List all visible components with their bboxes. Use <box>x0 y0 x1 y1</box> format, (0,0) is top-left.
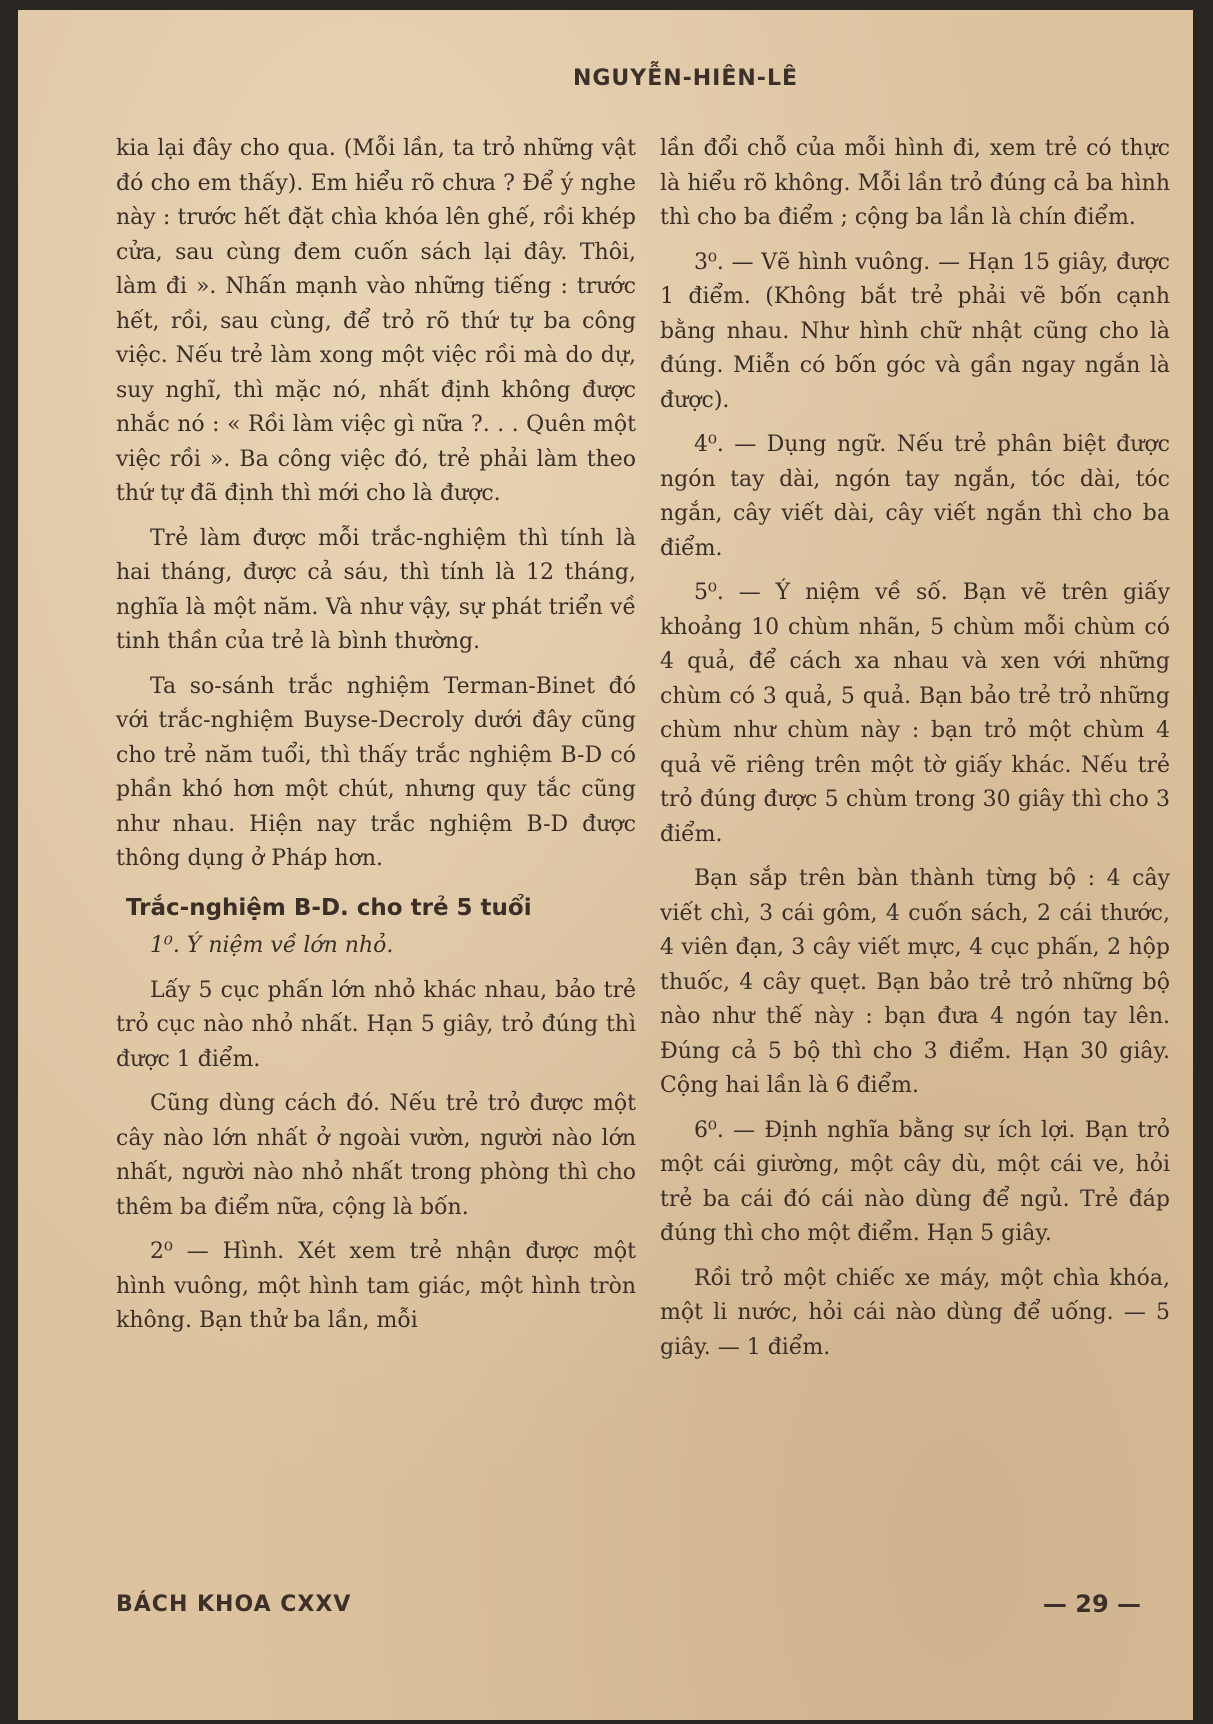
left-column <box>116 132 636 1349</box>
subsection-title: 1⁰. Ý niệm về lớn nhỏ. <box>150 933 394 958</box>
paragraph: Cũng dùng cách đó. Nếu trẻ trỏ được một cây nào lớn nhất ở ngoài vườn, người nào lớn nhất, người nào nhỏ nhất trong phòng thì cho thêm ba điểm nữa, cộng là bốn. <box>116 1091 636 1220</box>
journal-footer: BÁCH KHOA CXXV <box>116 1592 352 1617</box>
paragraph: kia lại đây cho qua. (Mỗi lần, ta trỏ những vật đó cho em thấy). Em hiểu rõ chưa ? Để ý nghe này : trước hết đặt chìa khóa lên ghế, rồi khép cửa, sau cùng đem cuốn sách lại đây. Thôi, làm đi ». Nhấn mạnh vào những tiếng : trước hết, rồi, sau cùng, để trỏ rõ thứ tự ba công việc. Nếu trẻ làm xong một việc rồi mà do dự, suy nghĩ, thì mặc nó, nhất định không được nhắc nó : « Rồi làm việc gì nữa ?. . . Quên một việc rồi ». Ba công việc đó, trẻ phải làm theo thứ tự đã định thì mới cho là được. <box>116 136 636 506</box>
paragraph: 6⁰. — Định nghĩa bằng sự ích lợi. Bạn trỏ một cái giường, một cây dù, một cái ve, hỏi trẻ ba cái đó cái nào dùng để ngủ. Trẻ đáp đúng thì cho một điểm. Hạn 5 giây. <box>660 1117 1170 1246</box>
paragraph: Lấy 5 cục phấn lớn nhỏ khác nhau, bảo trẻ trỏ cục nào nhỏ nhất. Hạn 5 giây, trỏ đúng thì được 1 điểm. <box>116 977 636 1072</box>
paragraph: Rồi trỏ một chiếc xe máy, một chìa khóa, một li nước, hỏi cái nào dùng để uống. — 5 giây. — 1 điểm. <box>660 1265 1170 1360</box>
paragraph: 2⁰ — Hình. Xét xem trẻ nhận được một hình vuông, một hình tam giác, một hình tròn không. Bạn thử ba lần, mỗi <box>116 1239 636 1333</box>
right-column <box>660 132 1170 1375</box>
page-number: — 29 — <box>1042 1590 1141 1618</box>
book-page <box>18 10 1193 1720</box>
running-header-author: NGUYỄN-HIÊN-LÊ <box>572 66 798 91</box>
paragraph: 5⁰. — Ý niệm về số. Bạn vẽ trên giấy khoảng 10 chùm nhãn, 5 chùm mỗi chùm có 4 quả, để cách xa nhau và xen với những chùm có 3 quả, 5 quả. Bạn bảo trẻ trỏ những chùm như chùm này : bạn trỏ một chùm 4 quả vẽ riêng trên một tờ giấy khác. Nếu trẻ trỏ đúng được 5 chùm trong 30 giây thì cho 3 điểm. <box>660 580 1170 847</box>
paragraph: Ta so-sánh trắc nghiệm Terman-Binet đó với trắc-nghiệm Buyse-Decroly dưới đây cũng cho trẻ năm tuổi, thì thấy trắc nghiệm B-D có phần khó hơn một chút, nhưng quy tắc cũng như nhau. Hiện nay trắc nghiệm B-D được thông dụng ở Pháp hơn. <box>116 673 636 871</box>
paragraph: Trẻ làm được mỗi trắc-nghiệm thì tính là hai tháng, được cả sáu, thì tính là 12 tháng, nghĩa là một năm. Và như vậy, sự phát triển về tinh thần của trẻ là bình thường. <box>116 525 636 654</box>
paragraph: 4⁰. — Dụng ngữ. Nếu trẻ phân biệt được ngón tay dài, ngón tay ngắn, tóc dài, tóc ngắn, cây viết dài, cây viết ngắn thì cho ba điểm. <box>660 432 1170 561</box>
paragraph: lần đổi chỗ của mỗi hình đi, xem trẻ có thực là hiểu rõ không. Mỗi lần trỏ đúng cả ba hình thì cho ba điểm ; cộng ba lần là chín điểm. <box>660 136 1170 230</box>
section-heading: Trắc-nghiệm B-D. cho trẻ 5 tuổi <box>126 894 532 921</box>
paragraph: 3⁰. — Vẽ hình vuông. — Hạn 15 giây, được 1 điểm. (Không bắt trẻ phải vẽ bốn cạnh bằng nhau. Như hình chữ nhật cũng cho là đúng. Miễn có bốn góc và gần ngay ngắn là được). <box>660 249 1170 413</box>
paragraph: Bạn sắp trên bàn thành từng bộ : 4 cây viết chì, 3 cái gôm, 4 cuốn sách, 2 cái thước, 4 viên đạn, 3 cây viết mực, 4 cục phấn, 2 hộp thuốc, 4 cây quẹt. Bạn bảo trẻ trỏ những bộ nào như thế này : bạn đưa 4 ngón tay lên. Đúng cả 5 bộ thì cho 3 điểm. Hạn 30 giây. Cộng hai lần là 6 điểm. <box>660 866 1170 1098</box>
